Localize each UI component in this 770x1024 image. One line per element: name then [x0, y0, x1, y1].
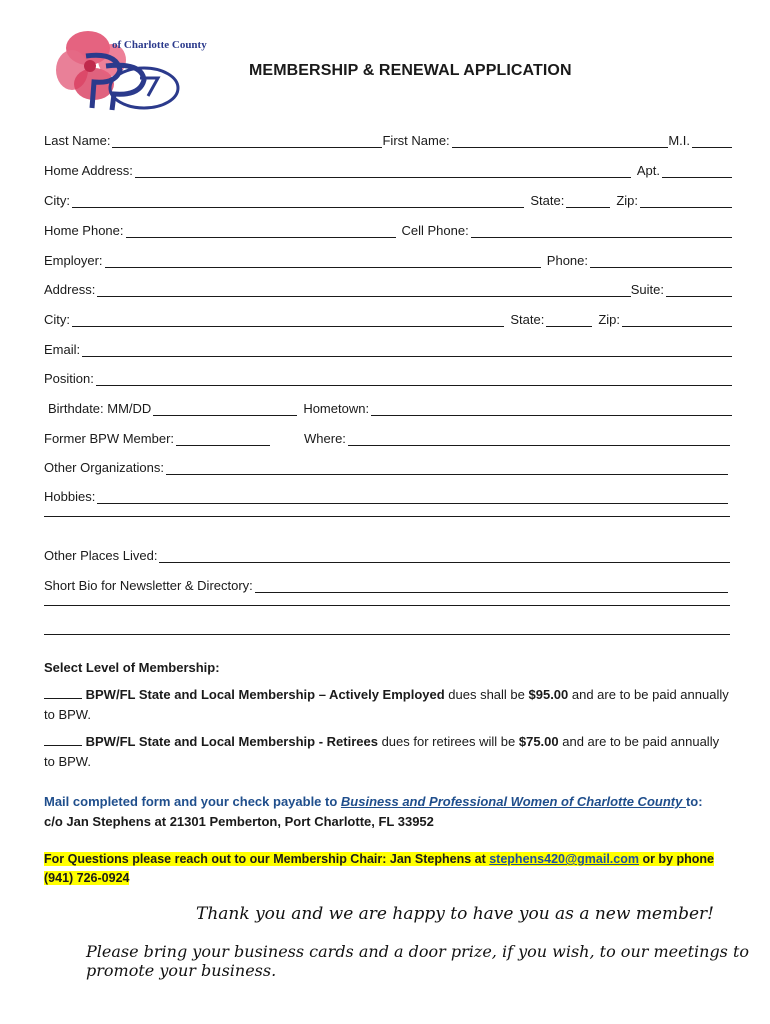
apt-label: Apt. [636, 163, 660, 178]
thank-you-note: Thank you and we are happy to have you as a new member! [196, 904, 715, 924]
email-label: Email: [44, 342, 81, 357]
birthdate-row [48, 396, 732, 416]
membership-option-employed [44, 685, 730, 725]
state-field[interactable] [566, 193, 610, 208]
retirees-option-name: BPW/FL State and Local Membership - Retirees [85, 734, 378, 749]
employer-city-row [44, 307, 732, 327]
mail-prefix: Mail completed form and your check payable to [44, 794, 341, 809]
employer-phone-field[interactable] [590, 253, 732, 268]
other-places-label: Other Places Lived: [44, 548, 158, 563]
first-name-field[interactable] [452, 133, 669, 148]
hobbies-field[interactable] [97, 489, 728, 504]
employer-state-field[interactable] [546, 312, 592, 327]
home-address-row [44, 158, 732, 178]
short-bio-row [44, 573, 728, 593]
birthdate-field[interactable] [153, 401, 297, 416]
home-address-label: Home Address: [44, 163, 133, 178]
employer-city-field[interactable] [72, 312, 504, 327]
other-orgs-field[interactable] [166, 460, 728, 475]
zip-field[interactable] [640, 193, 732, 208]
retirees-option-text1: dues for retirees will be [377, 734, 519, 749]
first-name-label: First Name: [382, 133, 450, 148]
where-field[interactable] [348, 431, 730, 446]
employer-label: Employer: [44, 253, 103, 268]
membership-option-retirees [44, 732, 730, 772]
hobbies-row [44, 484, 728, 504]
employed-option-text1: dues shall be [444, 687, 529, 702]
hobbies-line-2[interactable] [44, 516, 730, 517]
hometown-field[interactable] [371, 401, 732, 416]
hometown-label: Hometown: [303, 401, 370, 416]
email-field[interactable] [82, 342, 732, 357]
city-label: City: [44, 193, 70, 208]
contact-email-link[interactable]: stephens420@gmail.com [489, 852, 639, 866]
cell-phone-label: Cell Phone: [401, 223, 469, 238]
former-member-label: Former BPW Member: [44, 431, 175, 446]
short-bio-line-3[interactable] [44, 634, 730, 635]
retirees-option-text2: and are to be paid annually to BPW. [44, 734, 720, 769]
cell-phone-field[interactable] [471, 223, 732, 238]
business-cards-note: Please bring your business cards and a door prize, if you wish, to our meetings to promote your business. [86, 942, 750, 980]
apt-field[interactable] [662, 163, 732, 178]
mi-label: M.I. [668, 133, 690, 148]
former-member-row [44, 426, 730, 446]
zip2-label: Zip: [598, 312, 620, 327]
short-bio-label: Short Bio for Newsletter & Directory: [44, 578, 253, 593]
questions-suffix: or by phone (941) 726-0924 [44, 852, 714, 885]
employer-address-field[interactable] [97, 282, 630, 297]
employer-address-row [44, 277, 732, 297]
address-label: Address: [44, 282, 96, 297]
position-field[interactable] [96, 371, 732, 386]
membership-heading: Select Level of Membership: [44, 660, 220, 675]
where-label: Where: [304, 431, 346, 446]
bpw-logo [54, 26, 207, 114]
mi-field[interactable] [692, 133, 732, 148]
city-row [44, 188, 732, 208]
retirees-option-amount: $75.00 [518, 734, 559, 749]
payee-link[interactable]: Business and Professional Women of Charlotte County [340, 794, 686, 809]
employer-row [44, 248, 732, 268]
state2-label: State: [510, 312, 545, 327]
mail-instructions [44, 792, 740, 832]
home-address-field[interactable] [135, 163, 631, 178]
position-row [44, 366, 732, 386]
employed-option-text2: and are to be paid annually to BPW. [44, 687, 729, 722]
employed-option-name: BPW/FL State and Local Membership – Actively Employed [85, 687, 445, 702]
employer-zip-field[interactable] [622, 312, 732, 327]
mail-address: c/o Jan Stephens at 21301 Pemberton, Port Charlotte, FL 33952 [44, 814, 434, 829]
short-bio-line-2[interactable] [44, 605, 730, 606]
employer-phone-label: Phone: [546, 253, 588, 268]
suite-field[interactable] [666, 282, 732, 297]
questions-note [44, 850, 734, 888]
logo-text: of Charlotte County [112, 39, 207, 51]
home-phone-label: Home Phone: [44, 223, 124, 238]
city-field[interactable] [72, 193, 524, 208]
other-orgs-row [44, 455, 728, 475]
other-places-field[interactable] [159, 548, 730, 563]
former-member-field[interactable] [176, 431, 270, 446]
last-name-field[interactable] [112, 133, 382, 148]
page-title: MEMBERSHIP & RENEWAL APPLICATION [249, 62, 572, 79]
suite-label: Suite: [630, 282, 664, 297]
phone-row [44, 218, 732, 238]
short-bio-field[interactable] [255, 578, 728, 593]
birthdate-label: Birthdate: MM/DD [48, 401, 152, 416]
employed-select-blank[interactable] [44, 687, 82, 699]
hobbies-label: Hobbies: [44, 489, 96, 504]
employed-option-amount: $95.00 [528, 687, 569, 702]
questions-prefix: For Questions please reach out to our Membership Chair: Jan Stephens at [44, 852, 490, 866]
other-orgs-label: Other Organizations: [44, 460, 164, 475]
email-row [44, 337, 732, 357]
mail-suffix: to: [685, 794, 703, 809]
other-places-row [44, 543, 730, 563]
name-row [44, 128, 732, 148]
employer-field[interactable] [105, 253, 541, 268]
retirees-select-blank[interactable] [44, 734, 82, 746]
state-label: State: [530, 193, 565, 208]
home-phone-field[interactable] [126, 223, 396, 238]
position-label: Position: [44, 371, 94, 386]
last-name-label: Last Name: [44, 133, 111, 148]
city2-label: City: [44, 312, 70, 327]
zip-label: Zip: [616, 193, 638, 208]
